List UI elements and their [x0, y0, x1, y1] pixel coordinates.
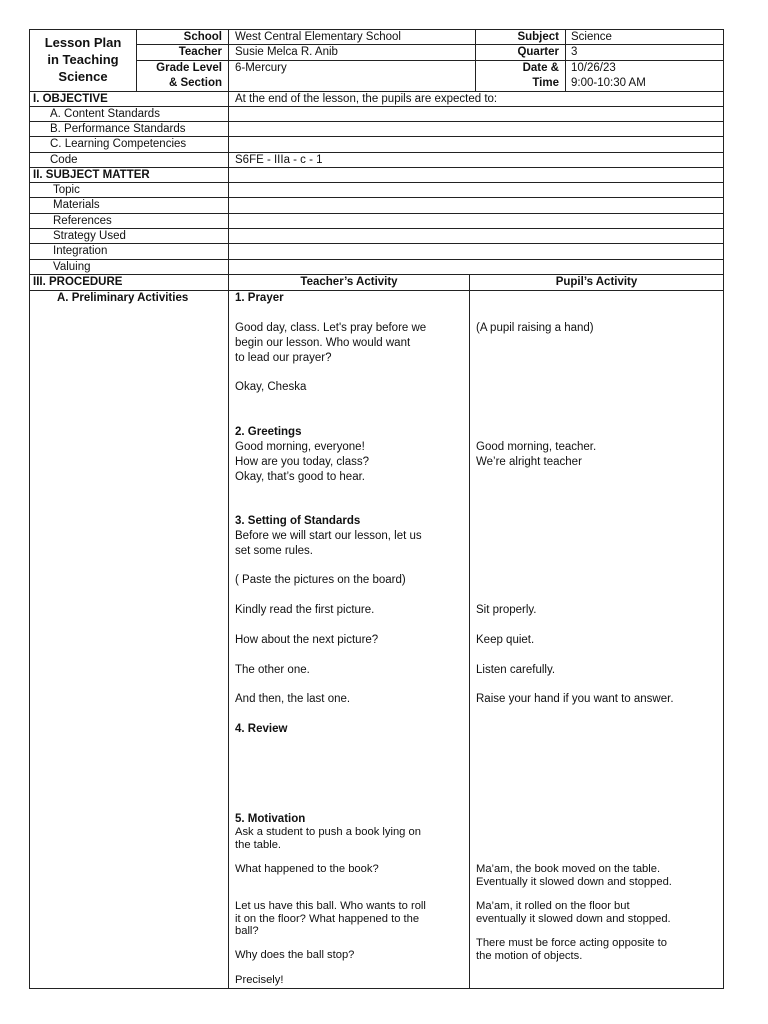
integration-label: Integration	[53, 245, 108, 257]
motivation-teacher-text-2: What happened to the book?	[235, 863, 379, 875]
strategy-value-cell	[228, 228, 724, 244]
quarter-value-cell	[565, 44, 724, 61]
prayer-teacher-text: Good day, class. Let's pray before we begin our lesson. Who would want to lead our prayer?	[235, 322, 427, 364]
standards-teacher-text-6: And then, the last one.	[235, 693, 351, 705]
teacher-activity-header: Teacher’s Activity	[300, 276, 398, 288]
standards-pupil-text-6: Raise your hand if you want to answer.	[476, 693, 674, 705]
review-title: 4. Review	[235, 723, 288, 735]
code-value: S6FE - IIIa - c - 1	[235, 154, 323, 166]
standards-teacher-text-4: How about the next picture?	[235, 634, 379, 646]
school-label: School	[183, 31, 222, 43]
references-value-cell	[228, 213, 724, 229]
strategy-label: Strategy Used	[53, 230, 126, 242]
procedure-heading: III. PROCEDURE	[33, 276, 123, 288]
prayer-pupil-text: (A pupil raising a hand)	[476, 322, 594, 334]
content-standards-label: A. Content Standards	[50, 108, 160, 120]
references-label: References	[53, 215, 112, 227]
standards-teacher-text-5: The other one.	[235, 664, 310, 676]
preliminary-activities-label: A. Preliminary Activities	[57, 292, 189, 304]
motivation-teacher-text-4: Why does the ball stop?	[235, 949, 355, 961]
standards-teacher-text-2: ( Paste the pictures on the board)	[235, 574, 406, 586]
date-label-line2: Time	[532, 77, 559, 89]
subject-label: Subject	[517, 31, 559, 43]
valuing-label: Valuing	[53, 261, 91, 273]
code-label: Code	[50, 154, 78, 166]
school-value: West Central Elementary School	[235, 31, 401, 43]
prayer-title: 1. Prayer	[235, 292, 284, 304]
performance-standards-label: B. Performance Standards	[50, 123, 186, 135]
learning-competencies-label: C. Learning Competencies	[50, 138, 187, 150]
motivation-title: 5. Motivation	[235, 813, 306, 825]
standards-title: 3. Setting of Standards	[235, 515, 361, 527]
content-standards-value-cell	[228, 106, 724, 122]
performance-standards-value-cell	[228, 121, 724, 137]
motivation-pupil-text-3: Ma’am, it rolled on the floor but eventually it slowed down and stopped.	[476, 900, 671, 925]
motivation-pupil-text-2: Ma’am, the book moved on the table. Eventually it slowed down and stopped.	[476, 863, 672, 888]
standards-pupil-text-5: Listen carefully.	[476, 664, 556, 676]
objective-heading: I. OBJECTIVE	[33, 93, 108, 105]
time-value: 9:00-10:30 AM	[571, 77, 646, 89]
grade-label-line1: Grade Level	[156, 62, 222, 74]
topic-value-cell	[228, 182, 724, 198]
materials-label: Materials	[53, 199, 100, 211]
motivation-pupil-text-4: There must be force acting opposite to the motion of objects.	[476, 937, 667, 962]
materials-value-cell	[228, 197, 724, 214]
grade-label-line2: & Section	[168, 77, 222, 89]
quarter-value: 3	[571, 46, 578, 58]
standards-teacher-text-3: Kindly read the first picture.	[235, 604, 375, 616]
prayer-teacher-text-2: Okay, Cheska	[235, 381, 307, 393]
subject-matter-value-cell	[228, 167, 724, 183]
integration-value-cell	[228, 243, 724, 260]
subject-matter-heading: II. SUBJECT MATTER	[33, 169, 150, 181]
topic-label: Topic	[53, 184, 80, 196]
motivation-teacher-text-3: Let us have this ball. Who wants to roll it on the floor? What happened to the ball?	[235, 900, 426, 937]
valuing-value-cell	[228, 259, 724, 275]
motivation-teacher-text-1: Ask a student to push a book lying on the table.	[235, 826, 421, 851]
grade-value: 6-Mercury	[235, 62, 287, 74]
greetings-teacher-text: Good morning, everyone! How are you today, class? Okay, that’s good to hear.	[235, 441, 370, 483]
teacher-label: Teacher	[178, 46, 222, 58]
date-label-line1: Date &	[522, 62, 559, 74]
lesson-plan-title: Lesson Plan in Teaching Science	[44, 35, 122, 84]
standards-pupil-text-4: Keep quiet.	[476, 634, 535, 646]
date-value: 10/26/23	[571, 62, 616, 74]
greetings-title: 2. Greetings	[235, 426, 302, 438]
standards-pupil-text-3: Sit properly.	[476, 604, 537, 616]
pupil-activity-header: Pupil’s Activity	[555, 276, 638, 288]
procedure-label-col	[29, 290, 229, 989]
subject-value: Science	[571, 31, 612, 43]
teacher-value: Susie Melca R. Anib	[235, 46, 338, 58]
greetings-pupil-text: Good morning, teacher. We’re alright teacher	[476, 441, 597, 468]
objective-intro: At the end of the lesson, the pupils are expected to:	[235, 93, 498, 105]
quarter-label: Quarter	[517, 46, 559, 58]
standards-teacher-text-1: Before we will start our lesson, let us set some rules.	[235, 530, 422, 557]
motivation-teacher-text-5: Precisely!	[235, 974, 284, 986]
learning-competencies-value-cell	[228, 136, 724, 153]
